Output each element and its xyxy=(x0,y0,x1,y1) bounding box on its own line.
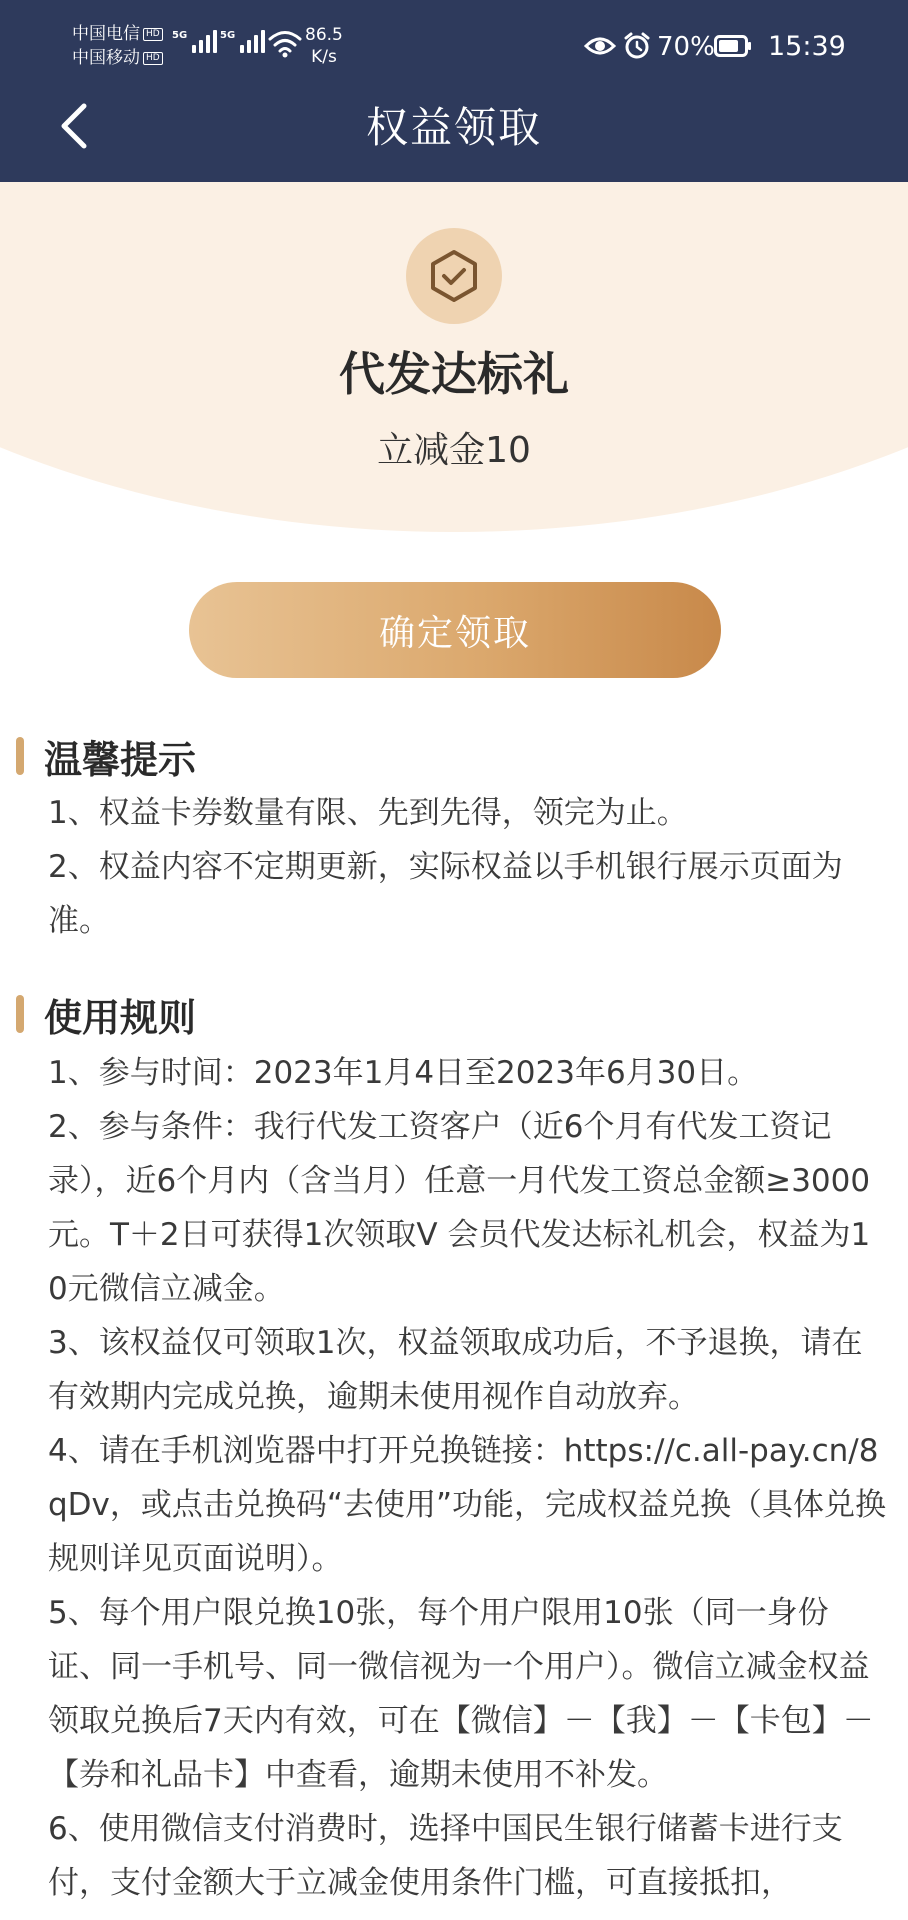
network-type: 5G xyxy=(220,30,236,41)
carrier-info xyxy=(72,22,163,70)
rule-item: 2、参与条件：我行代发工资客户（近6个月有代发工资记录），近6个月内（含当月）任意一月代发工资总金额≥3000元。T＋2日可获得1次领取V 会员代发达标礼机会，权益为10元微信立减金。 xyxy=(48,1109,871,1307)
rule-item: 4、请在手机浏览器中打开兑换链接：https://c.all-pay.cn/8qDv，或点击兑换码“去使用”功能，完成权益兑换（具体兑换规则详见页面说明）。 xyxy=(48,1433,887,1577)
rule-item: 3、该权益仅可领取1次，权益领取成功后，不予退换，请在有效期内完成兑换，逾期未使用视作自动放弃。 xyxy=(48,1325,863,1415)
benefit-amount: 立减金10 xyxy=(377,430,531,471)
battery-percent: 70% xyxy=(657,32,715,62)
signal-icon xyxy=(220,30,265,53)
benefit-title: 代发达标礼 xyxy=(339,347,569,401)
clock: 15:39 xyxy=(768,31,846,62)
rule-item: 6、使用微信支付消费时，选择中国民生银行储蓄卡进行支付，支付金额大于立减金使用条件门槛，可直接抵扣， xyxy=(48,1811,843,1901)
shield-check-icon xyxy=(426,248,482,304)
benefit-badge xyxy=(406,228,502,324)
hd-badge: HD xyxy=(143,28,163,41)
rule-item: 5、每个用户限兑换10张，每个用户限用10张（同一身份证、同一手机号、同一微信视为一个用户）。微信立减金权益领取兑换后7天内有效，可在【微信】－【我】－【卡包】－【券和礼品卡】中查看，逾期未使用不补发。 xyxy=(48,1595,874,1793)
tips-title: 温馨提示 xyxy=(44,737,197,782)
tip-item: 2、权益内容不定期更新，实际权益以手机银行展示页面为准。 xyxy=(48,849,843,939)
rules-section-header xyxy=(16,990,196,1038)
confirm-claim-button[interactable]: 确定领取 xyxy=(189,582,721,678)
rules-title: 使用规则 xyxy=(44,995,197,1040)
section-accent-bar xyxy=(16,995,24,1033)
network-speed xyxy=(305,24,343,68)
hd-badge: HD xyxy=(143,52,163,65)
alarm-icon xyxy=(623,32,651,60)
app-header xyxy=(0,0,908,182)
tip-item: 1、权益卡券数量有限、先到先得，领完为止。 xyxy=(48,795,688,831)
carrier-1: 中国电信 xyxy=(72,24,140,44)
rule-item: 1、参与时间：2023年1月4日至2023年6月30日。 xyxy=(48,1055,759,1091)
wifi-icon xyxy=(268,28,302,58)
network-type: 5G xyxy=(172,30,188,41)
tips-section-header xyxy=(16,732,196,780)
page-title: 权益领取 xyxy=(365,103,542,152)
speed-unit: K/s xyxy=(311,47,337,67)
carrier-2: 中国移动 xyxy=(72,48,140,68)
section-accent-bar xyxy=(16,737,24,775)
status-bar xyxy=(0,0,908,92)
speed-value: 86.5 xyxy=(305,25,343,45)
eye-icon xyxy=(584,34,616,58)
signal-icon xyxy=(172,30,217,53)
battery-icon xyxy=(714,35,752,57)
